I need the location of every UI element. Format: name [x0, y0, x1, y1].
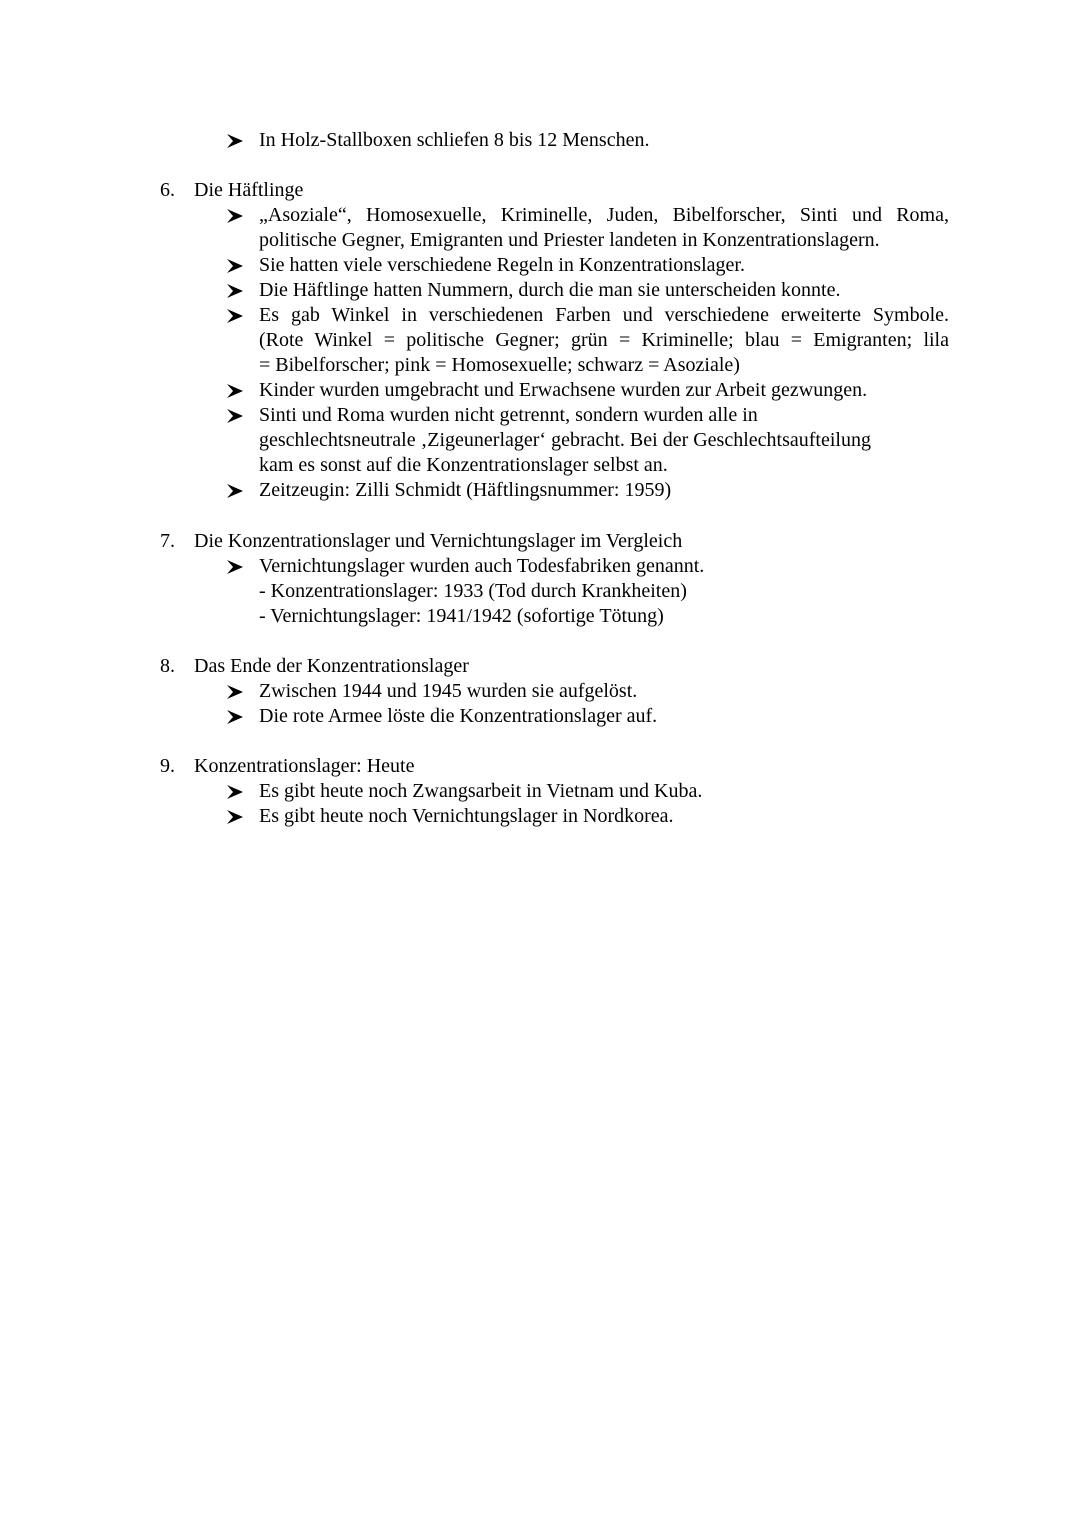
bullet-text: In Holz-Stallboxen schliefen 8 bis 12 Menschen. — [259, 129, 650, 151]
arrow-bullet-icon — [227, 209, 243, 223]
section-title: Das Ende der Konzentrationslager — [194, 655, 469, 677]
bullet-text: politische Gegner, Emigranten und Priester landeten in Konzentrationslagern. — [259, 229, 880, 251]
bullet-text: geschlechtsneutrale ‚Zigeunerlager‘ gebracht. Bei der Geschlechtsaufteilung — [259, 429, 871, 451]
arrow-bullet-icon — [227, 685, 243, 699]
bullet-text: Es gibt heute noch Vernichtungslager in Nordkorea. — [259, 805, 674, 827]
list-item — [0, 554, 1080, 629]
list-item — [0, 478, 1080, 503]
bullet-text: Zeitzeugin: Zilli Schmidt (Häftlingsnummer: 1959) — [259, 479, 672, 501]
section-title: Die Konzentrationslager und Vernichtungslager im Vergleich — [194, 530, 683, 552]
arrow-bullet-icon — [227, 284, 243, 298]
bullet-text: Es gibt heute noch Zwangsarbeit in Vietnam und Kuba. — [259, 780, 703, 802]
arrow-bullet-icon — [227, 134, 243, 148]
section-heading — [0, 654, 1080, 679]
section-heading — [0, 754, 1080, 779]
list-item — [0, 303, 1080, 378]
bullet-text: = Bibelforscher; pink = Homosexuelle; schwarz = Asoziale) — [259, 354, 740, 376]
section-number: 8. — [160, 655, 175, 677]
section-number: 9. — [160, 755, 175, 777]
list-item — [0, 679, 1080, 704]
top-bullet — [0, 128, 1080, 153]
bullet-text: (Rote Winkel = politische Gegner; grün = Kriminelle; blau = Emigranten; lila — [259, 329, 949, 351]
bullet-text: Zwischen 1944 und 1945 wurden sie aufgelöst. — [259, 680, 638, 702]
list-item — [0, 779, 1080, 804]
arrow-bullet-icon — [227, 309, 243, 323]
section-heading — [0, 178, 1080, 203]
section-7 — [0, 529, 1080, 629]
bullet-text: kam es sonst auf die Konzentrationslager selbst an. — [259, 454, 668, 476]
sub-item: - Konzentrationslager: 1933 (Tod durch Krankheiten) — [259, 580, 687, 602]
section-heading — [0, 529, 1080, 554]
section-6 — [0, 178, 1080, 503]
bullet-text: „Asoziale“, Homosexuelle, Kriminelle, Juden, Bibelforscher, Sinti und Roma, — [259, 204, 949, 226]
list-item — [0, 704, 1080, 729]
bullet-text: Sinti und Roma wurden nicht getrennt, sondern wurden alle in — [259, 404, 758, 426]
arrow-bullet-icon — [227, 384, 243, 398]
section-9 — [0, 754, 1080, 829]
list-item — [0, 128, 1080, 153]
list-item — [0, 203, 1080, 253]
list-item — [0, 403, 1080, 478]
arrow-bullet-icon — [227, 409, 243, 423]
section-title: Konzentrationslager: Heute — [194, 755, 415, 777]
bullet-text: Die Häftlinge hatten Nummern, durch die man sie unterscheiden konnte. — [259, 279, 841, 301]
bullet-text: Vernichtungslager wurden auch Todesfabriken genannt. — [259, 555, 705, 577]
bullet-text: Die rote Armee löste die Konzentrationslager auf. — [259, 705, 658, 727]
arrow-bullet-icon — [227, 785, 243, 799]
bullet-text: Es gab Winkel in verschiedenen Farben und verschiedene erweiterte Symbole. — [259, 304, 949, 326]
arrow-bullet-icon — [227, 560, 243, 574]
arrow-bullet-icon — [227, 484, 243, 498]
section-title: Die Häftlinge — [194, 179, 304, 201]
sub-item: - Vernichtungslager: 1941/1942 (sofortige Tötung) — [259, 605, 664, 627]
list-item — [0, 804, 1080, 829]
section-8 — [0, 654, 1080, 729]
list-item — [0, 253, 1080, 278]
list-item — [0, 378, 1080, 403]
bullet-text: Sie hatten viele verschiedene Regeln in Konzentrationslager. — [259, 254, 745, 276]
arrow-bullet-icon — [227, 259, 243, 273]
section-number: 6. — [160, 179, 175, 201]
bullet-text: Kinder wurden umgebracht und Erwachsene wurden zur Arbeit gezwungen. — [259, 379, 868, 401]
list-item — [0, 278, 1080, 303]
arrow-bullet-icon — [227, 710, 243, 724]
section-number: 7. — [160, 530, 175, 552]
arrow-bullet-icon — [227, 810, 243, 824]
